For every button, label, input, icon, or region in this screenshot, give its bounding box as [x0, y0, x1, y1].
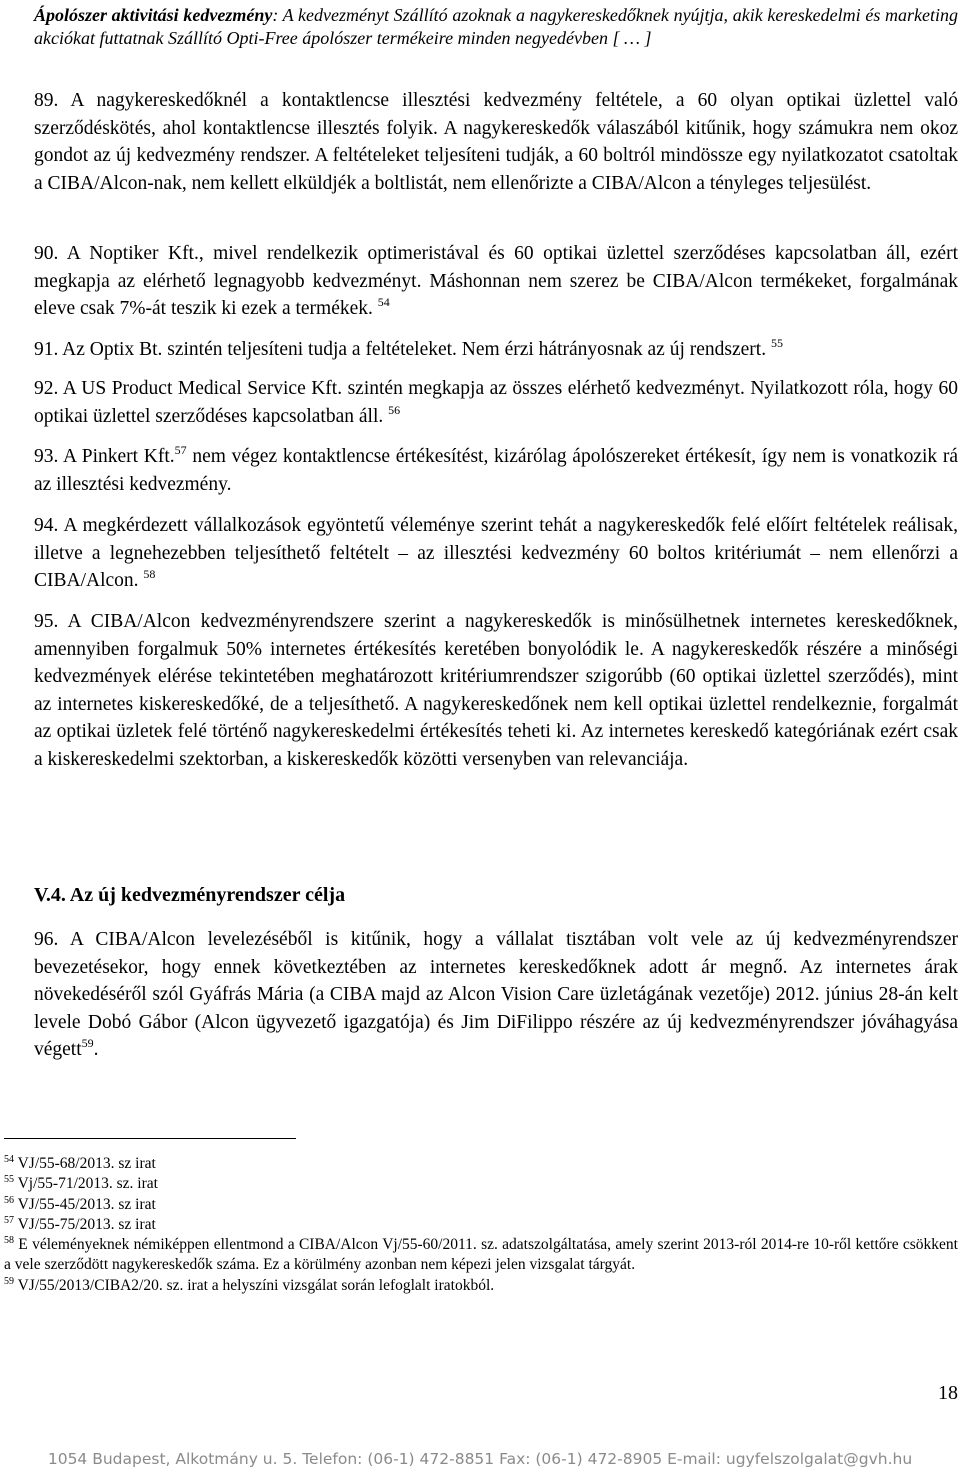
footnote-ref-54[interactable]: 54 [377, 295, 390, 309]
paragraph-96: 96. A CIBA/Alcon levelezéséből is kitűnik, hogy a vállalat tisztában volt vele az új kedvezményrendszer bevezetésekor, hogy ennek következtében az internetes kereskedőknek adott ár megnő. Az internetes árak növekedéséről szól Gyáfrás Mária (a CIBA majd az Alcon Vision Care üzletágának vezetője) 2012. június 28-án kelt levele Dobó Gábor (Alcon ügyvezető igazgatója) és Jim DiFilippo részére az új kedvezményrendszer jóváhagyása végett$^{59}$. [34, 929, 958, 1060]
quote-lead: Ápolószer aktivitási kedvezmény [34, 5, 273, 25]
paragraph-89: 89. A nagykereskedőknél a kontaktlencse illesztési kedvezmény feltétele, a 60 olyan optikai üzlettel való szerződéskötés, ahol kontaktlencse illesztés folyik. A nagykereskedők válaszából kitűnik, hogy számukra nem okoz gondot az új kedvezmény rendszer. A feltételeket teljesíteni tudják, a 60 boltról mindössze egy nyilatkozatot csatoltak a CIBA/Alcon-nak, nem kellett elküldjék a boltlistát, nem ellenőrizte a CIBA/Alcon a tényleges teljesülést. [34, 90, 958, 194]
quote-text: : A kedvezményt Szállító azoknak a nagykereskedőknek nyújtja, akik kereskedelmi és marketing akciókat futtatnak Szállító Opti-Free ápolószer termékeire minden negyedévben [ … ] [34, 5, 958, 48]
footnote-ref-57[interactable]: 57 [174, 443, 187, 457]
footnote-ref-58[interactable]: 58 [143, 567, 156, 581]
page-number: 18 [938, 1382, 958, 1404]
footnote-57: $^{57}$ VJ/55-75/2013. sz irat [4, 1214, 156, 1233]
paragraph-91: 91. Az Optix Bt. szintén teljesíteni tudja a feltételeket. Nem érzi hátrányosnak az új rendszert. $^{55}$ [34, 336, 783, 360]
paragraph-94: 94. A megkérdezett vállalkozások egyöntetű véleménye szerint tehát a nagykereskedők felé előírt feltételek reálisak, illetve a legnehezebben teljesíthető feltételt – az illesztési kedvezmény 60 boltos kritériumát – nem ellenőrzi a CIBA/Alcon. $^{58}$ [34, 515, 958, 591]
footer-contact: 1054 Budapest, Alkotmány u. 5. Telefon: (06-1) 472-8851 Fax: (06-1) 472-8905 E-mail: ugyfelszolgalat@gvh.hu [0, 1440, 960, 1479]
footnote-divider [4, 1138, 296, 1139]
paragraph-95: 95. A CIBA/Alcon kedvezményrendszere szerint a nagykereskedők is minősülhetnek internetes kereskedőknek, amennyiben forgalmuk 50% internetes értékesítés keretében bonyolódik le. A nagykereskedők részére a minőségi kedvezmények elérése tekintetében meghatározott kritériumrendszer szigorúbb (60 optikai üzlettel szerződés), mint az internetes kiskereskedőké, de a teljesíthető. A nagykereskedőnek nem kell optikai üzlettel rendelkeznie, forgalmát az optikai üzletek felé történő nagykereskedelmi értékesítés teheti ki. Az internetes kereskedő kategóriának ezért csak a kiskereskedelmi szektorban, a kiskereskedők közötti versenyben van relevanciája. [34, 611, 958, 770]
footnote-54: $^{54}$ VJ/55-68/2013. sz irat [4, 1154, 156, 1172]
footnote-ref-56[interactable]: 56 [388, 402, 401, 417]
footnote-55: $^{55}$ Vj/55-71/2013. sz. irat [4, 1174, 158, 1193]
footnote-ref-59[interactable]: 59 [81, 1036, 94, 1050]
footnotes [4, 1154, 958, 1296]
footnote-58: $^{58}$ E véleményeknek némiképpen ellentmond a CIBA/Alcon Vj/55-60/2011. sz. adatszolgáltatása, amely szerint 2013-ról 2014-re 10-ről kettőre csökkent a vele szerződött nagykereskedők száma. Ez a körülmény azonban nem képezi jelen vizsgalat tárgyát. [4, 1235, 958, 1274]
section-heading: V.4. Az új kedvezményrendszer célja [34, 884, 346, 906]
paragraph-92: 92. A US Product Medical Service Kft. szintén megkapja az összes elérhető kedvezményt. Nyilatkozott róla, hogy 60 optikai üzlettel szerződéses kapcsolatban áll. $^{56}$ [34, 378, 958, 427]
footnote-ref-55[interactable]: 55 [770, 336, 783, 350]
contract-quote [34, 4, 958, 50]
footnote-56: $^{56}$ VJ/55-45/2013. sz irat [4, 1194, 156, 1213]
footnote-59: $^{59}$ VJ/55/2013/CIBA2/20. sz. irat a helyszíni vizsgálat során lefoglalt iratokból. [4, 1275, 495, 1294]
paragraph-93: 93. A Pinkert Kft.$^{57}$ nem végez kontaktlencse értékesítést, kizárólag ápolószereket értékesít, így nem is vonatkozik rá az illesztési kedvezmény. [34, 443, 958, 495]
paragraph-90: 90. A Noptiker Kft., mivel rendelkezik optimeristával és 60 optikai üzlettel szerződéses kapcsolatban áll, ezért megkapja az elérhető legnagyobb kedvezményt. Máshonnan nem szerez be CIBA/Alcon termékeket, forgalmának eleve csak 7%-át teszik ki ezek a termékek. $^{54}$ [34, 243, 958, 319]
